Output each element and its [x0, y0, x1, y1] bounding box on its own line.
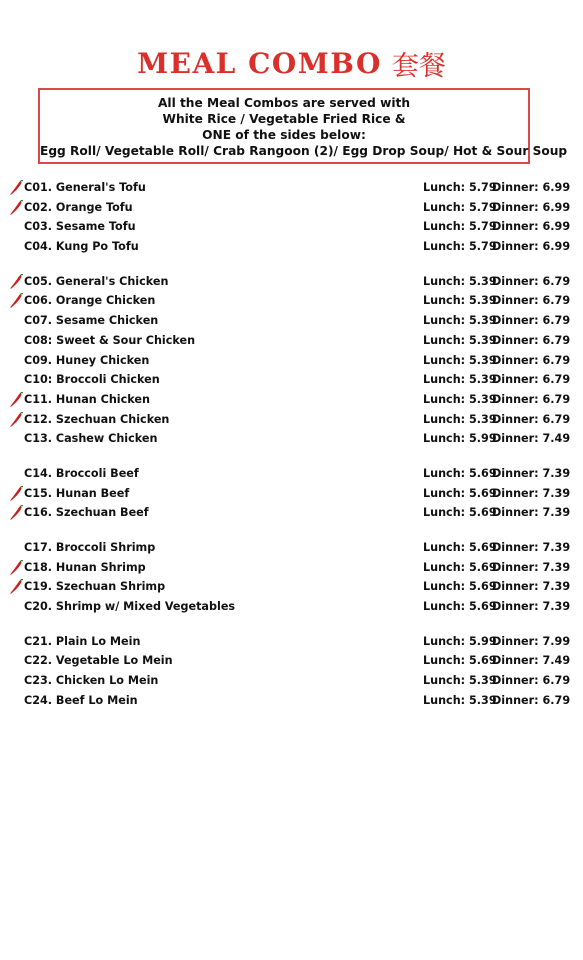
- dinner-price: Dinner: 6.79: [492, 693, 571, 707]
- dinner-price: Dinner: 6.79: [492, 314, 571, 328]
- lunch-price: Lunch: 5.39: [423, 274, 497, 288]
- lunch-price: Lunch: 5.69: [423, 541, 497, 554]
- dinner-price: Dinner: 6.99: [492, 200, 571, 214]
- menu-item-name: C04. Kung Po Tofu: [24, 240, 139, 254]
- chili-pepper-icon: [9, 200, 23, 216]
- menu-item-name: C06. Orange Chicken: [24, 294, 156, 308]
- menu-item-row: [0, 370, 583, 390]
- chili-pepper-icon: [9, 486, 23, 502]
- dinner-price: Dinner: 6.79: [492, 274, 571, 288]
- dinner-price: Dinner: 7.39: [492, 486, 571, 500]
- chili-pepper-icon: [9, 505, 23, 521]
- dinner-price: Dinner: 6.79: [492, 353, 571, 367]
- dinner-price: Dinner: 7.49: [492, 432, 571, 446]
- menu-item-name: C01. General's Tofu: [24, 181, 146, 194]
- menu-item-name: C11. Hunan Chicken: [24, 392, 150, 406]
- lunch-price: Lunch: 5.79: [423, 200, 497, 214]
- dinner-price: Dinner: 7.39: [492, 466, 571, 480]
- dinner-price: Dinner: 7.39: [492, 600, 571, 614]
- lunch-price: Lunch: 5.69: [423, 580, 497, 594]
- menu-item-row: [0, 272, 583, 292]
- menu-item-row: [0, 331, 583, 351]
- menu-item-name: C09. Huney Chicken: [24, 353, 150, 367]
- menu-item-name: C24. Beef Lo Mein: [24, 693, 138, 707]
- dinner-price: Dinner: 6.99: [492, 240, 571, 254]
- info-line: White Rice / Vegetable Fried Rice &: [162, 112, 406, 126]
- menu-item-row: [0, 577, 583, 597]
- dinner-price: Dinner: 7.39: [492, 541, 571, 554]
- chili-pepper-icon: [9, 274, 23, 290]
- dinner-price: Dinner: 6.79: [492, 412, 571, 426]
- menu-item-row: [0, 198, 583, 218]
- menu-item-name: C08: Sweet & Sour Chicken: [24, 333, 196, 347]
- lunch-price: Lunch: 5.69: [423, 466, 497, 480]
- menu-item-row: [0, 390, 583, 410]
- menu-item-row: [0, 503, 583, 523]
- lunch-price: Lunch: 5.69: [423, 600, 497, 614]
- dinner-price: Dinner: 7.49: [492, 654, 571, 668]
- menu-title-english: MEAL COMBO: [137, 47, 382, 80]
- chili-pepper-icon: [9, 412, 23, 428]
- menu-item-row: [0, 429, 583, 449]
- menu-item-name: C23. Chicken Lo Mein: [24, 674, 159, 688]
- dinner-price: Dinner: 7.39: [492, 560, 571, 574]
- menu-title: [0, 44, 583, 83]
- menu-item-row: [0, 651, 583, 671]
- menu-item-name: C07. Sesame Chicken: [24, 314, 159, 328]
- menu-list: [0, 178, 583, 726]
- lunch-price: Lunch: 5.39: [423, 353, 497, 367]
- lunch-price: Lunch: 5.79: [423, 181, 497, 194]
- menu-item-name: C16. Szechuan Beef: [24, 506, 149, 520]
- menu-title-chinese: 套餐: [391, 51, 446, 82]
- lunch-price: Lunch: 5.69: [423, 486, 497, 500]
- menu-item-row: [0, 291, 583, 311]
- menu-item-row: [0, 691, 583, 711]
- chili-pepper-icon: [9, 560, 23, 576]
- menu-item-row: [0, 558, 583, 578]
- dinner-price: Dinner: 7.39: [492, 506, 571, 520]
- menu-item-name: C03. Sesame Tofu: [24, 220, 136, 234]
- menu-item-name: C15. Hunan Beef: [24, 486, 130, 500]
- lunch-price: Lunch: 5.39: [423, 674, 497, 688]
- menu-item-row: [0, 217, 583, 237]
- menu-item-row: [0, 351, 583, 371]
- lunch-price: Lunch: 5.99: [423, 634, 497, 648]
- lunch-price: Lunch: 5.69: [423, 506, 497, 520]
- chili-pepper-icon: [9, 293, 23, 309]
- menu-item-name: C21. Plain Lo Mein: [24, 634, 141, 648]
- menu-item-row: [0, 597, 583, 617]
- lunch-price: Lunch: 5.39: [423, 392, 497, 406]
- menu-item-name: C20. Shrimp w/ Mixed Vegetables: [24, 600, 236, 614]
- menu-item-name: C22. Vegetable Lo Mein: [24, 654, 173, 668]
- dinner-price: Dinner: 6.99: [492, 181, 571, 194]
- menu-group: [0, 178, 583, 257]
- info-line: ONE of the sides below:: [202, 128, 366, 142]
- dinner-price: Dinner: 7.99: [492, 634, 571, 648]
- menu-item-row: [0, 464, 583, 484]
- chili-pepper-icon: [9, 180, 23, 196]
- menu-item-name: C19. Szechuan Shrimp: [24, 580, 166, 594]
- menu-item-name: C12. Szechuan Chicken: [24, 412, 170, 426]
- lunch-price: Lunch: 5.39: [423, 693, 497, 707]
- dinner-price: Dinner: 6.99: [492, 220, 571, 234]
- info-line: All the Meal Combos are served with: [157, 96, 411, 110]
- lunch-price: Lunch: 5.39: [423, 412, 497, 426]
- menu-item-name: C17. Broccoli Shrimp: [24, 541, 156, 554]
- lunch-price: Lunch: 5.39: [423, 314, 497, 328]
- menu-item-row: [0, 632, 583, 652]
- combo-info-box: [38, 88, 568, 164]
- menu-item-name: C14. Broccoli Beef: [24, 466, 139, 480]
- lunch-price: Lunch: 5.39: [423, 294, 497, 308]
- info-line-sides: Egg Roll/ Vegetable Roll/ Crab Rangoon (2)/ Egg Drop Soup/ Hot & Sour Soup: [40, 144, 568, 158]
- lunch-price: Lunch: 5.99: [423, 432, 497, 446]
- lunch-price: Lunch: 5.79: [423, 220, 497, 234]
- dinner-price: Dinner: 6.79: [492, 674, 571, 688]
- dinner-price: Dinner: 6.79: [492, 333, 571, 347]
- chili-pepper-icon: [9, 392, 23, 408]
- menu-item-row: [0, 410, 583, 430]
- menu-group: [0, 464, 583, 523]
- chili-pepper-icon: [9, 579, 23, 595]
- lunch-price: Lunch: 5.69: [423, 654, 497, 668]
- menu-item-row: [0, 538, 583, 558]
- menu-item-row: [0, 484, 583, 504]
- menu-item-row: [0, 671, 583, 691]
- menu-item-row: [0, 237, 583, 257]
- menu-item-name: C18. Hunan Shrimp: [24, 560, 146, 574]
- menu-item-name: C10: Broccoli Chicken: [24, 373, 160, 387]
- lunch-price: Lunch: 5.39: [423, 333, 497, 347]
- lunch-price: Lunch: 5.69: [423, 560, 497, 574]
- dinner-price: Dinner: 7.39: [492, 580, 571, 594]
- lunch-price: Lunch: 5.39: [423, 373, 497, 387]
- dinner-price: Dinner: 6.79: [492, 294, 571, 308]
- menu-item-name: C02. Orange Tofu: [24, 200, 133, 214]
- menu-item-row: [0, 178, 583, 198]
- dinner-price: Dinner: 6.79: [492, 373, 571, 387]
- menu-group: [0, 632, 583, 711]
- menu-item-name: C13. Cashew Chicken: [24, 432, 158, 446]
- lunch-price: Lunch: 5.79: [423, 240, 497, 254]
- menu-item-row: [0, 311, 583, 331]
- menu-item-name: C05. General's Chicken: [24, 274, 169, 288]
- dinner-price: Dinner: 6.79: [492, 392, 571, 406]
- menu-group: [0, 538, 583, 617]
- menu-group: [0, 272, 583, 449]
